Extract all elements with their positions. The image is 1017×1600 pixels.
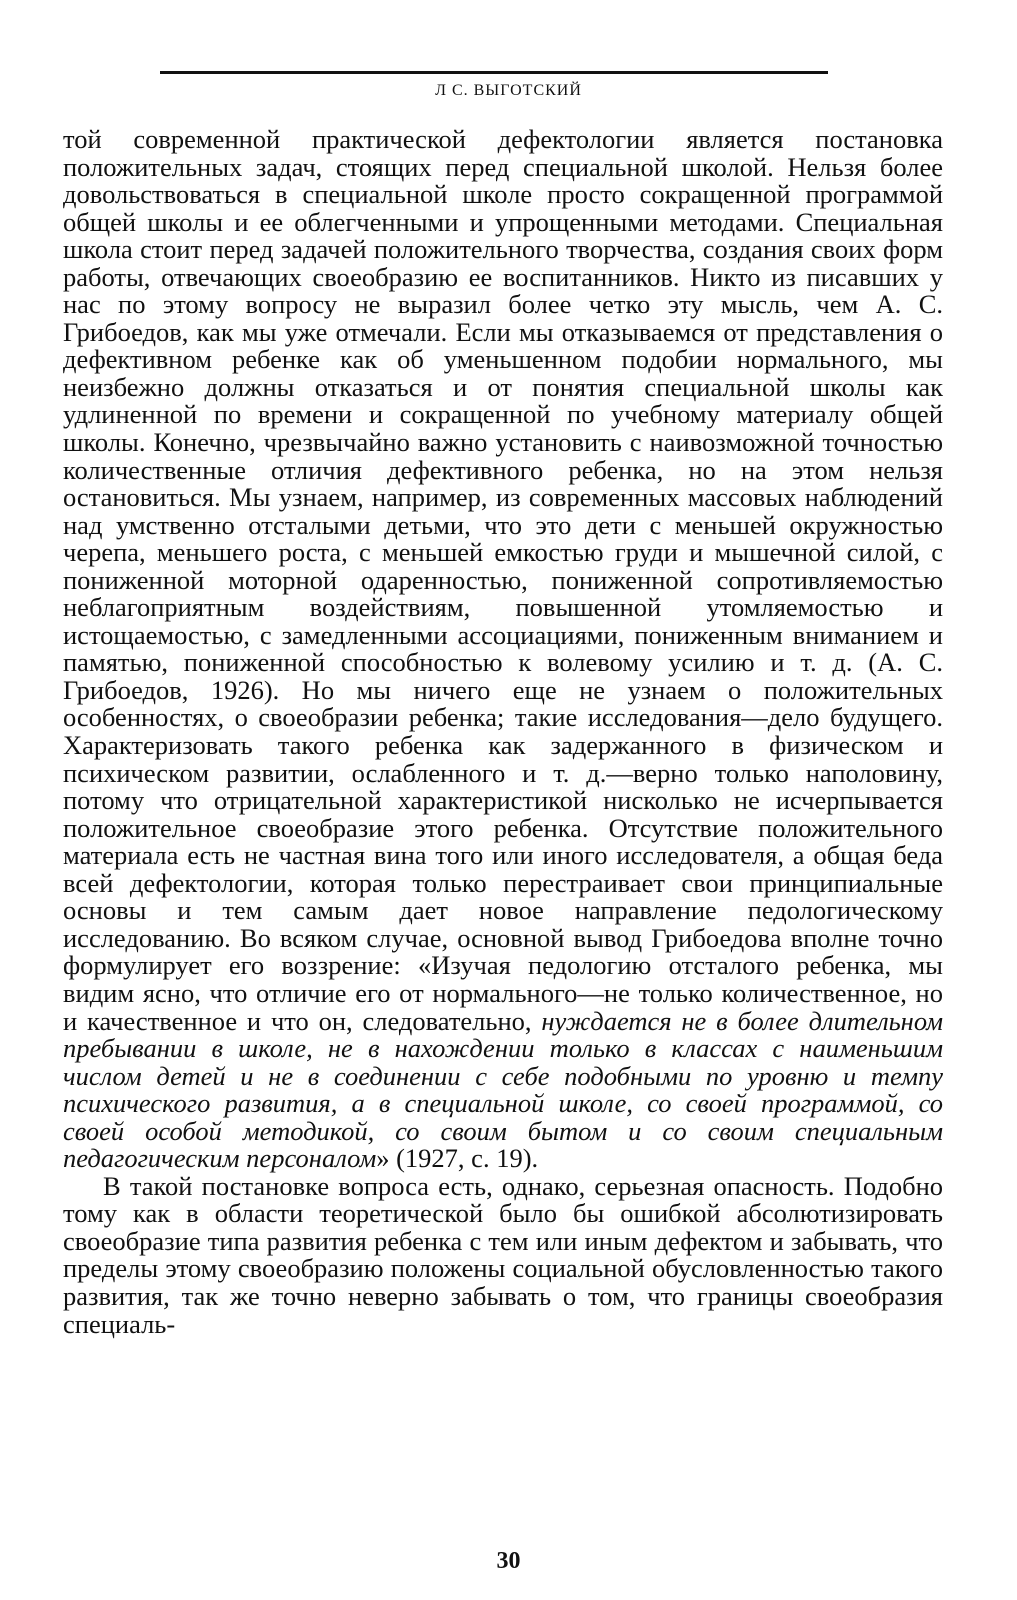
running-head: Л С. ВЫГОТСКИЙ bbox=[435, 82, 582, 99]
body-text bbox=[63, 126, 943, 1338]
paragraph-1 bbox=[63, 126, 943, 1173]
paragraph-1-text: той современной практической дефектологии является постановка положительных задач, стоящих перед специальной школой. Нельзя более довольствоваться в специальной школе просто сокращенной программой общей школы и ее облегченными и упрощенными методами. Специальная школа стоит перед задачей положительного творчества, создания своих форм работы, отвечающих своеобразию ее воспитанников. Никто из писавших у нас по этому вопросу не выразил более четко эту мысль, чем А. С. Грибоедов, как мы уже отмечали. Если мы отказываемся от представления о дефективном ребенке как об уменьшенном подобии нормального, мы неизбежно должны отказаться и от понятия специальной школы как удлиненной по времени и сокращенной по учебному материалу общей школы. Конечно, чрезвычайно важно установить с наивозможной точностью количественные отличия дефективного ребенка, но на этом нельзя остановиться. Мы узнаем, например, из современных массовых наблюдений над умственно отсталыми детьми, что это дети с меньшей окружностью черепа, меньшего роста, с меньшей емкостью груди и мышечной силой, с пониженной моторной одаренностью, пониженной сопротивляемостью неблагоприятным воздействиям, повышенной утомляемостью и истощаемостью, с замедленными ассоциациями, пониженным вниманием и памятью, пониженной способностью к волевому усилию и т. д. (А. С. Грибоедов, 1926). Но мы ничего еще не узнаем о положительных особенностях, о своеобразии ребенка; такие исследования—дело будущего. Характеризовать такого ребенка как задержанного в физическом и психическом развитии, ослабленного и т. д.—верно только наполовину, потому что отрицательной характеристикой нисколько не исчерпывается положительное своеобразие этого ребенка. Отсутствие положительного материала есть не частная вина того или иного исследователя, а общая беда всей дефектологии, которая только перестраивает свои принципиальные основы и тем самым дает новое направление педологическому исследованию. Во всяком случае, основной вывод Грибоедова вполне точно формулирует его воззрение: «Изучая педологию отсталого ребенка, мы видим ясно, что отличие его от нормального—не только количественное, но и качественное и что он, следовательно, bbox=[63, 124, 943, 1036]
page-number: 30 bbox=[496, 1548, 521, 1574]
quote-italic: нуждается не в более длительном пребывании в школе, не в нахождении только в классах с наименьшим числом детей и не в соединении с себе подобными по уровню и темпу психического развития, а в специальной школе, со своей программой, со своей особой методикой, со своим бытом и со своим специальным педагогическим персоналом bbox=[63, 1005, 943, 1174]
header-rule bbox=[160, 71, 828, 74]
paragraph-2: В такой постановке вопроса есть, однако, серьезная опасность. Подобно тому как в области теоретической было бы ошибкой абсолютизировать своеобразие типа развития ребенка с тем или иным дефектом и забывать, что пределы этому своеобразию положены социальной обусловленностью такого развития, так же точно неверно забывать о том, что границы своеобразия специаль- bbox=[63, 1170, 943, 1339]
citation: » (1927, с. 19). bbox=[376, 1143, 539, 1174]
